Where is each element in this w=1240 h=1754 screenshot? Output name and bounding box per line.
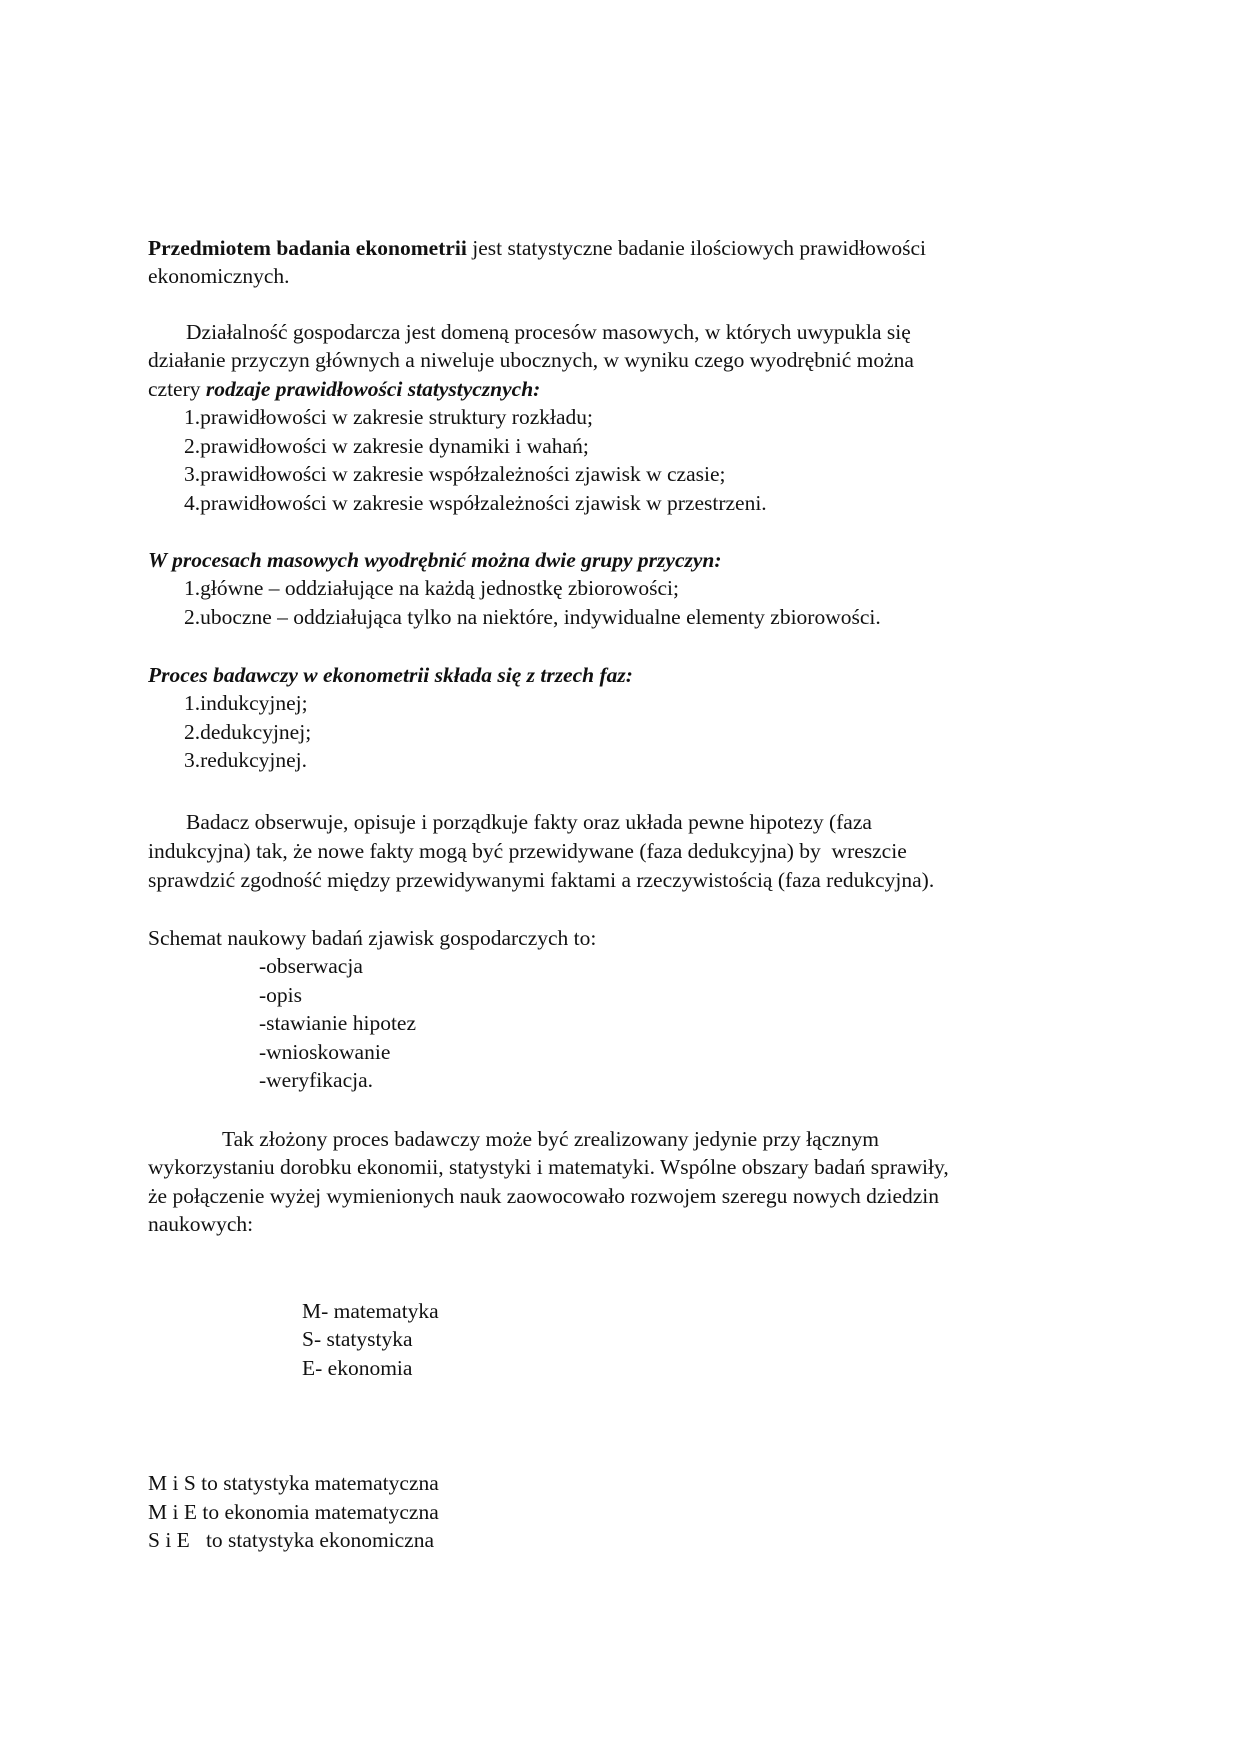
list-item: 2.dedukcyjnej;: [184, 720, 312, 744]
list-item: 3.redukcyjnej.: [184, 748, 307, 772]
section4-line-1: Badacz obserwuje, opisuje i porządkuje fakty oraz układa pewne hipotezy (faza: [186, 810, 872, 834]
section1-line-3: [148, 375, 540, 403]
combo-item: M i S to statystyka matematyczna: [148, 1471, 439, 1495]
section1-line-2: działanie przyczyn głównych a niweluje ubocznych, w wyniku czego wyodrębnić można: [148, 348, 914, 372]
intro-line-1: [148, 234, 926, 262]
legend-item: S- statystyka: [302, 1327, 413, 1351]
section4-line-2: indukcyjna) tak, że nowe fakty mogą być przewidywane (faza dedukcyjna) by wreszcie: [148, 839, 907, 863]
section6-line-2: wykorzystaniu dorobku ekonomii, statystyki i matematyki. Wspólne obszary badań sprawiły,: [148, 1155, 949, 1179]
list-item: -wnioskowanie: [259, 1040, 391, 1064]
section6-line-1: Tak złożony proces badawczy może być zrealizowany jedynie przy łącznym: [222, 1127, 879, 1151]
list-item: -opis: [259, 983, 302, 1007]
list-item: 2.prawidłowości w zakresie dynamiki i wahań;: [184, 434, 589, 458]
list-item: 1.prawidłowości w zakresie struktury rozkładu;: [184, 405, 593, 429]
section1-line-1: Działalność gospodarcza jest domeną procesów masowych, w których uwypukla się: [186, 320, 911, 344]
list-item: 2.uboczne – oddziałująca tylko na niektóre, indywidualne elementy zbiorowości.: [184, 605, 881, 629]
section5-heading: Schemat naukowy badań zjawisk gospodarczych to:: [148, 926, 597, 950]
list-item: -weryfikacja.: [259, 1068, 373, 1092]
combo-item: S i E to statystyka ekonomiczna: [148, 1528, 435, 1552]
section1-emphasis: rodzaje prawidłowości statystycznych:: [205, 377, 541, 401]
list-item: 3.prawidłowości w zakresie współzależności zjawisk w czasie;: [184, 462, 726, 486]
list-item: -stawianie hipotez: [259, 1011, 417, 1035]
section3-heading: Proces badawczy w ekonometrii składa się z trzech faz:: [148, 663, 633, 687]
legend-item: M- matematyka: [302, 1299, 439, 1323]
list-item: -obserwacja: [259, 954, 363, 978]
section2-heading: W procesach masowych wyodrębnić można dwie grupy przyczyn:: [148, 548, 722, 572]
combo-item: M i E to ekonomia matematyczna: [148, 1500, 439, 1524]
section1-line-3-prefix: cztery: [148, 377, 206, 401]
intro-line-2: ekonomicznych.: [148, 264, 290, 288]
intro-line-1-rest: jest statystyczne badanie ilościowych prawidłowości: [466, 236, 927, 260]
section6-line-3: że połączenie wyżej wymienionych nauk zaowocowało rozwojem szeregu nowych dziedzin: [148, 1184, 939, 1208]
section4-line-3: sprawdzić zgodność między przewidywanymi faktami a rzeczywistością (faza redukcyjna).: [148, 868, 935, 892]
list-item: 1.główne – oddziałujące na każdą jednostkę zbiorowości;: [184, 576, 679, 600]
list-item: 1.indukcyjnej;: [184, 691, 308, 715]
section6-line-4: naukowych:: [148, 1212, 254, 1236]
list-item: 4.prawidłowości w zakresie współzależności zjawisk w przestrzeni.: [184, 491, 767, 515]
intro-bold-lead: Przedmiotem badania ekonometrii: [148, 236, 467, 260]
legend-item: E- ekonomia: [302, 1356, 413, 1380]
